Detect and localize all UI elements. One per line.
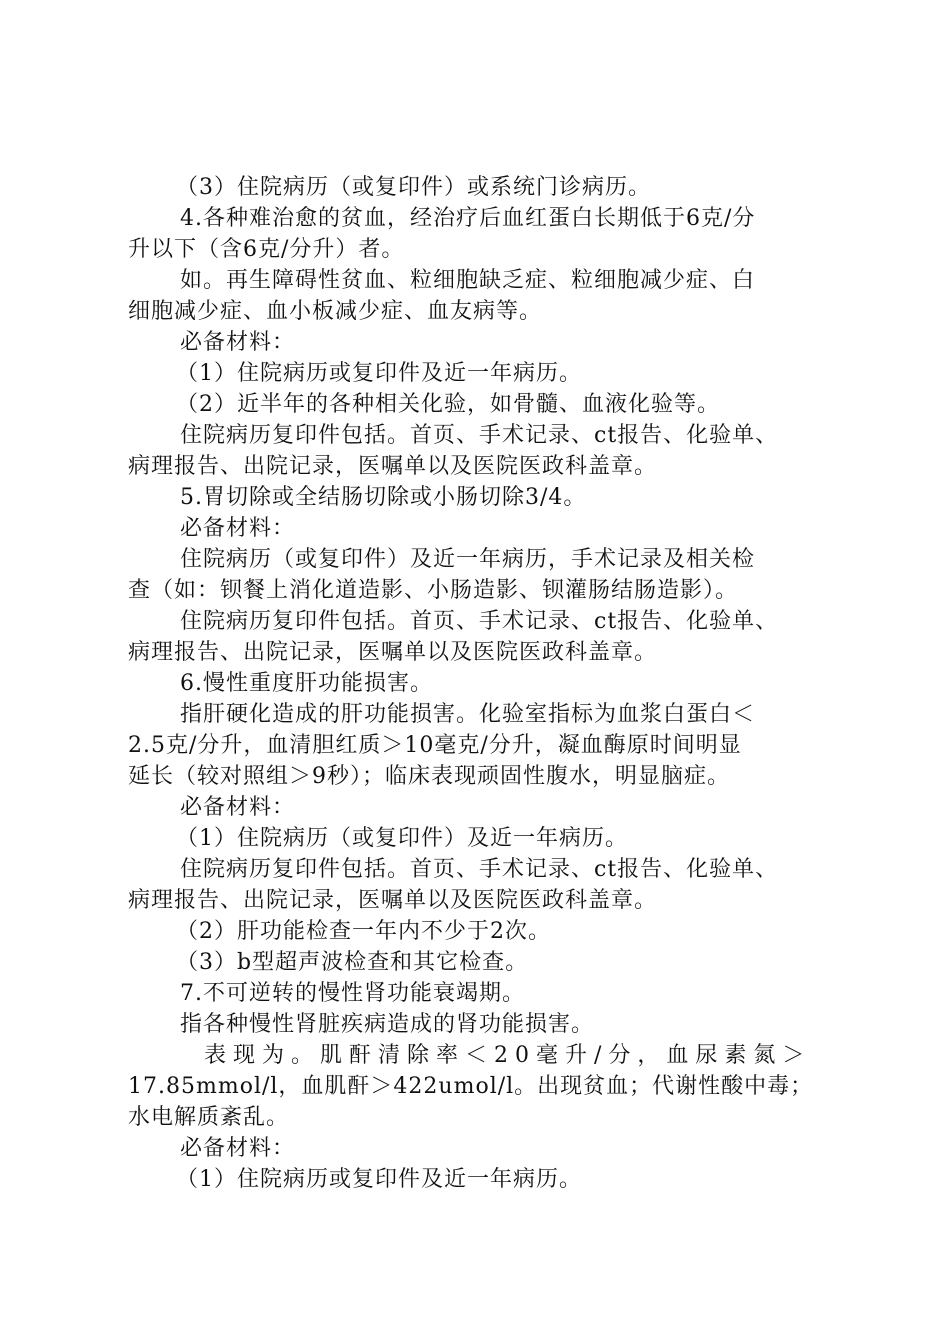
paragraph-line: （2）肝功能检查一年内不少于2次。 — [176, 919, 551, 944]
document-body — [128, 172, 834, 1195]
paragraph-line: 病理报告、出院记录，医嘱单以及医院医政科盖章。 — [128, 454, 658, 479]
paragraph-line: 必备材料： — [180, 330, 296, 355]
paragraph-line: （3）住院病历（或复印件）或系统门诊病历。 — [176, 175, 651, 200]
paragraph-line: 必备材料： — [180, 516, 296, 541]
paragraph-line: 17.85mmol/l，血肌酐＞422umol/l。出现贫血；代谢性酸中毒； — [128, 1074, 814, 1099]
paragraph-line: 7.不可逆转的慢性肾功能衰竭期。 — [180, 981, 525, 1006]
paragraph-line: 住院病历复印件包括。首页、手术记录、ct报告、化验单、 — [180, 857, 779, 882]
paragraph-line: 住院病历复印件包括。首页、手术记录、ct报告、化验单、 — [180, 423, 779, 448]
paragraph-line: 6.慢性重度肝功能损害。 — [180, 671, 433, 696]
paragraph-line: 延长（较对照组＞9秒）；临床表现顽固性腹水，明显脑症。 — [128, 764, 730, 789]
paragraph-line: 2.5克/分升，血清胆红质＞10毫克/分升，凝血酶原时间明显 — [128, 733, 742, 758]
paragraph-line: 必备材料： — [180, 795, 296, 820]
paragraph-line: （1）住院病历或复印件及近一年病历。 — [176, 361, 582, 386]
paragraph-line: （1）住院病历（或复印件）及近一年病历。 — [176, 826, 628, 851]
paragraph-line: （2）近半年的各种相关化验，如骨髓、血液化验等。 — [176, 392, 720, 417]
paragraph-line: 住院病历（或复印件）及近一年病历，手术记录及相关检 — [180, 547, 756, 572]
paragraph-line: （1）住院病历或复印件及近一年病历。 — [176, 1167, 582, 1192]
paragraph-line: 病理报告、出院记录，医嘱单以及医院医政科盖章。 — [128, 640, 658, 665]
paragraph-line: 4.各种难治愈的贫血，经治疗后血红蛋白长期低于6克/分 — [180, 206, 756, 231]
paragraph-line: 住院病历复印件包括。首页、手术记录、ct报告、化验单、 — [180, 609, 779, 634]
paragraph-line: 指肝硬化造成的肝功能损害。化验室指标为血浆白蛋白＜ — [180, 702, 756, 727]
paragraph-line: （3）b型超声波检查和其它检查。 — [176, 950, 529, 975]
paragraph-line: 5.胃切除或全结肠切除或小肠切除3/4。 — [180, 485, 587, 510]
paragraph-line: 表现为。肌酐清除率＜20毫升/分，血尿素氮＞ — [204, 1043, 812, 1068]
paragraph-line: 必备材料： — [180, 1136, 296, 1161]
paragraph-line: 指各种慢性肾脏疾病造成的肾功能损害。 — [180, 1012, 595, 1037]
paragraph-line: 查（如：钡餐上消化道造影、小肠造影、钡灌肠结肠造影）。 — [128, 578, 739, 603]
paragraph-line: 病理报告、出院记录，医嘱单以及医院医政科盖章。 — [128, 888, 658, 913]
paragraph-line: 如。再生障碍性贫血、粒细胞缺乏症、粒细胞减少症、白 — [180, 268, 756, 293]
paragraph-line: 水电解质紊乱。 — [128, 1105, 290, 1130]
paragraph-line: 升以下（含6克/分升）者。 — [128, 237, 405, 262]
paragraph-line: 细胞减少症、血小板减少症、血友病等。 — [128, 299, 543, 324]
